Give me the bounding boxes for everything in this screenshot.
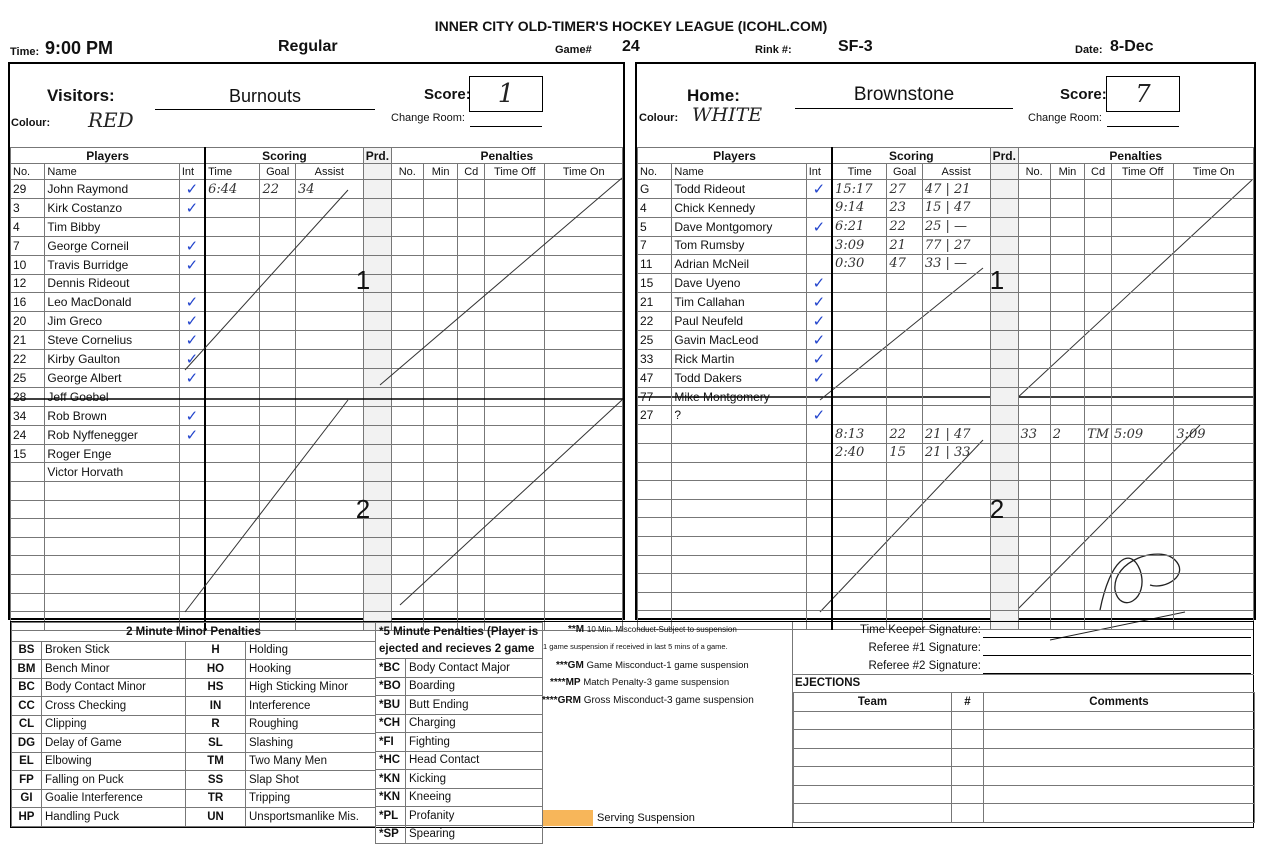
penalty-description: Roughing bbox=[246, 715, 376, 734]
mp-code: ****MP bbox=[550, 677, 581, 688]
intent-check: ✓ bbox=[179, 199, 205, 218]
goal-scorer: 22 bbox=[260, 180, 295, 199]
penalty-code: IN bbox=[186, 697, 246, 716]
home-row bbox=[638, 180, 1254, 199]
penalty-description: Body Contact Minor bbox=[42, 678, 186, 697]
penalty-description: High Sticking Minor bbox=[246, 678, 376, 697]
date-label: Date: bbox=[1075, 44, 1103, 56]
penalty-description: Interference bbox=[246, 697, 376, 716]
home-col-time-off: Time Off bbox=[1112, 164, 1174, 180]
visitors-period-1: 1 bbox=[355, 265, 371, 295]
player-name: Rob Brown bbox=[45, 406, 179, 425]
player-number: 33 bbox=[638, 349, 672, 368]
player-name: Dave Montgomory bbox=[672, 217, 806, 236]
player-name: Kirk Costanzo bbox=[45, 199, 179, 218]
home-col-name: Name bbox=[672, 164, 806, 180]
home-col-min: Min bbox=[1050, 164, 1084, 180]
grm-code: ****GRM bbox=[542, 695, 581, 706]
game-type: Regular bbox=[278, 38, 338, 55]
home-penalties-header: Penalties bbox=[1018, 148, 1253, 164]
penalty-code: R bbox=[186, 715, 246, 734]
player-number: 11 bbox=[638, 255, 672, 274]
visitors-team: Burnouts bbox=[155, 86, 375, 110]
col-no: No. bbox=[11, 164, 45, 180]
player-name: Dave Uyeno bbox=[672, 273, 806, 292]
home-prd-header: Prd. bbox=[990, 148, 1018, 164]
penalty-number: 33 bbox=[1018, 425, 1050, 444]
player-number: 15 bbox=[638, 273, 672, 292]
col-goal: Goal bbox=[260, 164, 295, 180]
major-penalty-row bbox=[376, 659, 543, 678]
player-number: 22 bbox=[638, 311, 672, 330]
grm-text: Gross Misconduct-3 game suspension bbox=[583, 695, 754, 706]
mp-text: Match Penalty-3 game suspension bbox=[583, 677, 730, 688]
player-number: 10 bbox=[11, 255, 45, 274]
penalty-description: Slashing bbox=[246, 734, 376, 753]
player-name: Roger Enge bbox=[45, 444, 179, 463]
home-team: Brownstone bbox=[795, 84, 1013, 109]
goal-assist: 77 | 27 bbox=[922, 236, 990, 255]
player-name: Tom Rumsby bbox=[672, 236, 806, 255]
player-number: 15 bbox=[11, 444, 45, 463]
minor-title: 2 Minute Minor Penalties bbox=[12, 623, 376, 642]
player-number: 27 bbox=[638, 406, 672, 425]
major-penalty-row bbox=[376, 825, 543, 844]
home-row bbox=[638, 349, 1254, 368]
home-row bbox=[638, 425, 1254, 444]
penalty-code: CC bbox=[12, 697, 42, 716]
ejections-title: EJECTIONS bbox=[795, 677, 861, 689]
player-name: Kirby Gaulton bbox=[45, 350, 179, 369]
major-penalty-row bbox=[376, 677, 543, 696]
penalty-time-off: 5:09 bbox=[1112, 425, 1174, 444]
m-code: **M bbox=[568, 624, 585, 635]
home-col-no: No. bbox=[638, 164, 672, 180]
date-value: 8-Dec bbox=[1110, 38, 1154, 55]
penalty-description: Kicking bbox=[406, 770, 543, 789]
player-name: John Raymond bbox=[45, 180, 179, 199]
major-title: *5 Minute Penalties (Player is ejected and recieves 2 game bbox=[376, 623, 543, 659]
penalty-description: Elbowing bbox=[42, 752, 186, 771]
home-row bbox=[638, 368, 1254, 387]
goal-scorer: 15 bbox=[887, 443, 922, 462]
player-name: George Albert bbox=[45, 369, 179, 388]
goal-time: 6:21 bbox=[832, 217, 887, 236]
game-number: 24 bbox=[622, 38, 640, 55]
home-col-time: Time bbox=[832, 164, 887, 180]
minor-penalties-table bbox=[11, 622, 376, 827]
penalty-description: Boarding bbox=[406, 677, 543, 696]
ej-num: # bbox=[952, 693, 984, 712]
ref2-label: Referee #2 Signature: bbox=[868, 660, 981, 672]
intent-check: ✓ bbox=[806, 180, 832, 199]
intent-check: ✓ bbox=[179, 255, 205, 274]
player-number: 16 bbox=[11, 293, 45, 312]
penalty-code: BS bbox=[12, 641, 42, 660]
player-name: ? bbox=[672, 406, 806, 425]
player-number: 47 bbox=[638, 368, 672, 387]
goal-assist: 21 | 47 bbox=[922, 425, 990, 444]
col-pen-no: No. bbox=[391, 164, 423, 180]
penalty-code: H bbox=[186, 641, 246, 660]
gm-code: ***GM bbox=[556, 660, 584, 671]
intent-check bbox=[806, 387, 832, 406]
penalty-description: Hooking bbox=[246, 660, 376, 679]
player-number: G bbox=[638, 180, 672, 199]
home-scoring-header: Scoring bbox=[832, 148, 990, 164]
penalty-description: Butt Ending bbox=[406, 696, 543, 715]
player-number: 7 bbox=[638, 236, 672, 255]
game-number-label: Game# bbox=[555, 44, 592, 56]
player-name: Paul Neufeld bbox=[672, 311, 806, 330]
goal-assist: 25 | — bbox=[922, 217, 990, 236]
intent-check: ✓ bbox=[179, 293, 205, 312]
penalty-code: BC bbox=[12, 678, 42, 697]
intent-check: ✓ bbox=[179, 425, 205, 444]
col-cd: Cd bbox=[458, 164, 485, 180]
home-col-goal: Goal bbox=[887, 164, 922, 180]
penalty-description: Two Many Men bbox=[246, 752, 376, 771]
home-row bbox=[638, 481, 1254, 500]
col-time-off: Time Off bbox=[485, 164, 545, 180]
penalty-code: SS bbox=[186, 771, 246, 790]
major-penalty-row bbox=[376, 751, 543, 770]
rink-label: Rink #: bbox=[755, 44, 792, 56]
home-row bbox=[638, 518, 1254, 537]
penalty-description: Cross Checking bbox=[42, 697, 186, 716]
player-name: Leo MacDonald bbox=[45, 293, 179, 312]
goal-assist: 21 | 33 bbox=[922, 443, 990, 462]
home-col-cd: Cd bbox=[1085, 164, 1112, 180]
player-name: George Corneil bbox=[45, 236, 179, 255]
minor-penalty-row bbox=[12, 641, 376, 660]
ejections-table bbox=[793, 692, 1255, 823]
home-change-room-line bbox=[1107, 126, 1179, 127]
intent-check: ✓ bbox=[179, 312, 205, 331]
player-name: Mike Montgomery bbox=[672, 387, 806, 406]
col-int: Int bbox=[179, 164, 205, 180]
home-period-2: 2 bbox=[989, 494, 1005, 524]
penalty-description: Falling on Puck bbox=[42, 771, 186, 790]
league-title: INNER CITY OLD-TIMER'S HOCKEY LEAGUE (ICOHL.COM) bbox=[434, 18, 828, 34]
penalty-code: UN bbox=[186, 808, 246, 827]
intent-check: ✓ bbox=[806, 311, 832, 330]
goal-time: 8:13 bbox=[832, 425, 887, 444]
penalty-description: Broken Stick bbox=[42, 641, 186, 660]
player-number: 4 bbox=[638, 199, 672, 218]
visitors-label: Visitors: bbox=[47, 86, 115, 105]
penalty-code: EL bbox=[12, 752, 42, 771]
home-row bbox=[638, 199, 1254, 218]
intent-check: ✓ bbox=[806, 406, 832, 425]
timekeeper-label: Time Keeper Signature: bbox=[859, 624, 981, 636]
intent-check bbox=[806, 255, 832, 274]
home-row bbox=[638, 574, 1254, 593]
penalty-description: Unsportsmanlike Mis. bbox=[246, 808, 376, 827]
home-period-1: 1 bbox=[989, 265, 1005, 295]
goal-time: 15:17 bbox=[832, 180, 887, 199]
ej-team: Team bbox=[794, 693, 952, 712]
player-number: 4 bbox=[11, 218, 45, 237]
player-number: 20 bbox=[11, 312, 45, 331]
home-row bbox=[638, 236, 1254, 255]
player-number: 22 bbox=[11, 350, 45, 369]
player-name: Jim Greco bbox=[45, 312, 179, 331]
intent-check: ✓ bbox=[179, 350, 205, 369]
penalty-code: TR bbox=[186, 789, 246, 808]
penalty-code: *BU bbox=[376, 696, 406, 715]
goal-assist: 15 | 47 bbox=[922, 199, 990, 218]
goal-scorer: 23 bbox=[887, 199, 922, 218]
player-number: 3 bbox=[11, 199, 45, 218]
col-time: Time bbox=[205, 164, 260, 180]
goal-time: 0:30 bbox=[832, 255, 887, 274]
game-time: 9:00 PM bbox=[45, 38, 114, 58]
player-number: 28 bbox=[11, 388, 45, 407]
goal-assist: 47 | 21 bbox=[922, 180, 990, 199]
penalty-description: Body Contact Major bbox=[406, 659, 543, 678]
intent-check bbox=[806, 236, 832, 255]
player-name: Dennis Rideout bbox=[45, 274, 179, 293]
home-row bbox=[638, 555, 1254, 574]
intent-check: ✓ bbox=[806, 292, 832, 311]
player-name: Adrian McNeil bbox=[672, 255, 806, 274]
minor-penalty-row bbox=[12, 697, 376, 716]
intent-check: ✓ bbox=[179, 406, 205, 425]
home-row bbox=[638, 292, 1254, 311]
misconduct-panel bbox=[542, 622, 793, 827]
col-time-on: Time On bbox=[545, 164, 623, 180]
penalty-code: FP bbox=[12, 771, 42, 790]
penalty-description: Profanity bbox=[406, 807, 543, 826]
penalty-minutes: 2 bbox=[1050, 425, 1084, 444]
minor-penalty-row bbox=[12, 789, 376, 808]
players-header: Players bbox=[11, 148, 206, 164]
minor-penalty-row bbox=[12, 660, 376, 679]
penalty-description: Head Contact bbox=[406, 751, 543, 770]
major-penalty-row bbox=[376, 733, 543, 752]
intent-check: ✓ bbox=[806, 217, 832, 236]
player-number: 25 bbox=[11, 369, 45, 388]
player-name: Jeff Goebel bbox=[45, 388, 179, 407]
penalty-code: HS bbox=[186, 678, 246, 697]
goal-scorer: 47 bbox=[887, 255, 922, 274]
penalty-description: Fighting bbox=[406, 733, 543, 752]
penalty-description: Slap Shot bbox=[246, 771, 376, 790]
goal-scorer: 22 bbox=[887, 425, 922, 444]
visitors-colour-label: Colour: bbox=[11, 117, 51, 129]
minor-penalty-row bbox=[12, 715, 376, 734]
minor-penalty-row bbox=[12, 678, 376, 697]
visitors-score: 1 bbox=[469, 76, 543, 112]
player-number: 12 bbox=[11, 274, 45, 293]
major-penalty-row bbox=[376, 696, 543, 715]
home-row bbox=[638, 592, 1254, 611]
home-colour-label: Colour: bbox=[639, 112, 679, 124]
home-row bbox=[638, 443, 1254, 462]
signature-panel bbox=[793, 622, 1254, 827]
intent-check: ✓ bbox=[179, 331, 205, 350]
rink-value: SF-3 bbox=[838, 38, 873, 55]
goal-time: 2:40 bbox=[832, 443, 887, 462]
player-number: 5 bbox=[638, 217, 672, 236]
penalty-code: *FI bbox=[376, 733, 406, 752]
serving-label: Serving Suspension bbox=[597, 812, 695, 824]
penalty-code: *CH bbox=[376, 714, 406, 733]
home-row bbox=[638, 406, 1254, 425]
player-name: Rob Nyffenegger bbox=[45, 425, 179, 444]
goal-scorer: 22 bbox=[887, 217, 922, 236]
goal-time: 6:44 bbox=[205, 180, 260, 199]
ref1-label: Referee #1 Signature: bbox=[868, 642, 981, 654]
penalty-code: SL bbox=[186, 734, 246, 753]
penalty-description: Goalie Interference bbox=[42, 789, 186, 808]
home-row bbox=[638, 217, 1254, 236]
penalty-description: Spearing bbox=[406, 825, 543, 844]
penalty-time-on: 3:09 bbox=[1174, 425, 1254, 444]
player-name: Todd Dakers bbox=[672, 368, 806, 387]
major-penalty-row bbox=[376, 770, 543, 789]
home-players-header: Players bbox=[638, 148, 833, 164]
home-col-pen-no: No. bbox=[1018, 164, 1050, 180]
home-row bbox=[638, 462, 1254, 481]
penalty-code: BM bbox=[12, 660, 42, 679]
player-name: Todd Rideout bbox=[672, 180, 806, 199]
penalty-description: Delay of Game bbox=[42, 734, 186, 753]
goal-scorer: 21 bbox=[887, 236, 922, 255]
home-col-int: Int bbox=[806, 164, 832, 180]
minor-penalty-row bbox=[12, 752, 376, 771]
player-name: Victor Horvath bbox=[45, 463, 179, 482]
penalty-code: *KN bbox=[376, 788, 406, 807]
goal-time: 9:14 bbox=[832, 199, 887, 218]
home-row bbox=[638, 330, 1254, 349]
major-penalties-table bbox=[375, 622, 543, 844]
intent-check: ✓ bbox=[179, 369, 205, 388]
penalty-code: DG bbox=[12, 734, 42, 753]
penalties-header: Penalties bbox=[391, 148, 622, 164]
gm-text: Game Misconduct-1 game suspension bbox=[586, 660, 749, 671]
penalty-description: Charging bbox=[406, 714, 543, 733]
home-label: Home: bbox=[687, 86, 740, 105]
visitors-colour: RED bbox=[88, 108, 134, 132]
intent-check: ✓ bbox=[806, 368, 832, 387]
penalty-code: HO bbox=[186, 660, 246, 679]
ej-comments: Comments bbox=[984, 693, 1255, 712]
goal-assist: 34 bbox=[295, 180, 363, 199]
player-number: 24 bbox=[11, 425, 45, 444]
goal-time: 3:09 bbox=[832, 236, 887, 255]
player-name: Tim Bibby bbox=[45, 218, 179, 237]
player-name: Steve Cornelius bbox=[45, 331, 179, 350]
home-col-time-on: Time On bbox=[1174, 164, 1254, 180]
minor-penalty-row bbox=[12, 808, 376, 827]
intent-check: ✓ bbox=[806, 273, 832, 292]
penalty-description: Kneeing bbox=[406, 788, 543, 807]
scoring-header: Scoring bbox=[205, 148, 363, 164]
major-penalty-row bbox=[376, 714, 543, 733]
player-number: 25 bbox=[638, 330, 672, 349]
col-min: Min bbox=[423, 164, 457, 180]
player-number: 34 bbox=[11, 406, 45, 425]
penalty-code: *BC bbox=[376, 659, 406, 678]
home-change-room-label: Change Room: bbox=[1028, 112, 1102, 124]
home-row bbox=[638, 536, 1254, 555]
visitors-period-2: 2 bbox=[355, 494, 371, 524]
goal-scorer: 27 bbox=[887, 180, 922, 199]
penalty-code: HP bbox=[12, 808, 42, 827]
player-name: Gavin MacLeod bbox=[672, 330, 806, 349]
penalty-code: *PL bbox=[376, 807, 406, 826]
time-label: Time: bbox=[10, 46, 40, 58]
penalty-code: GI bbox=[12, 789, 42, 808]
minor-penalty-row bbox=[12, 771, 376, 790]
penalty-code: TM bbox=[1085, 425, 1112, 444]
player-name: Chick Kennedy bbox=[672, 199, 806, 218]
home-row bbox=[638, 255, 1254, 274]
player-name: Tim Callahan bbox=[672, 292, 806, 311]
home-row bbox=[638, 499, 1254, 518]
intent-check: ✓ bbox=[179, 180, 205, 199]
m-text: 10 Min. Misconduct-Subject to suspension bbox=[586, 625, 737, 634]
intent-check bbox=[806, 199, 832, 218]
intent-check: ✓ bbox=[806, 349, 832, 368]
penalty-description: Bench Minor bbox=[42, 660, 186, 679]
major-penalty-row bbox=[376, 788, 543, 807]
col-assist: Assist bbox=[295, 164, 363, 180]
penalty-description: Tripping bbox=[246, 789, 376, 808]
penalty-code: *KN bbox=[376, 770, 406, 789]
intent-check: ✓ bbox=[179, 236, 205, 255]
minor-penalty-row bbox=[12, 734, 376, 753]
penalty-code: *SP bbox=[376, 825, 406, 844]
home-grid bbox=[637, 147, 1254, 630]
serving-swatch bbox=[543, 810, 593, 826]
player-number: 29 bbox=[11, 180, 45, 199]
penalty-code: CL bbox=[12, 715, 42, 734]
player-number: 7 bbox=[11, 236, 45, 255]
penalty-code: *HC bbox=[376, 751, 406, 770]
player-number: 77 bbox=[638, 387, 672, 406]
penalty-description: Holding bbox=[246, 641, 376, 660]
col-name: Name bbox=[45, 164, 179, 180]
major-penalty-row bbox=[376, 807, 543, 826]
goal-assist: 33 | — bbox=[922, 255, 990, 274]
home-col-assist: Assist bbox=[922, 164, 990, 180]
penalty-code: *BO bbox=[376, 677, 406, 696]
player-name: Travis Burridge bbox=[45, 255, 179, 274]
home-score-label: Score: bbox=[1060, 86, 1107, 103]
player-name: Rick Martin bbox=[672, 349, 806, 368]
intent-check: ✓ bbox=[806, 330, 832, 349]
home-row bbox=[638, 387, 1254, 406]
prd-header: Prd. bbox=[363, 148, 391, 164]
visitors-score-label: Score: bbox=[424, 86, 471, 103]
penalty-description: Handling Puck bbox=[42, 808, 186, 827]
player-number: 21 bbox=[638, 292, 672, 311]
home-row bbox=[638, 273, 1254, 292]
visitors-change-room-label: Change Room: bbox=[391, 112, 465, 124]
home-row bbox=[638, 311, 1254, 330]
penalty-code: TM bbox=[186, 752, 246, 771]
player-number: 21 bbox=[11, 331, 45, 350]
m-note: 1 game suspension if received in last 5 mins of a game. bbox=[543, 642, 728, 651]
penalty-description: Clipping bbox=[42, 715, 186, 734]
home-colour: WHITE bbox=[692, 104, 763, 126]
home-score: 7 bbox=[1106, 76, 1180, 112]
